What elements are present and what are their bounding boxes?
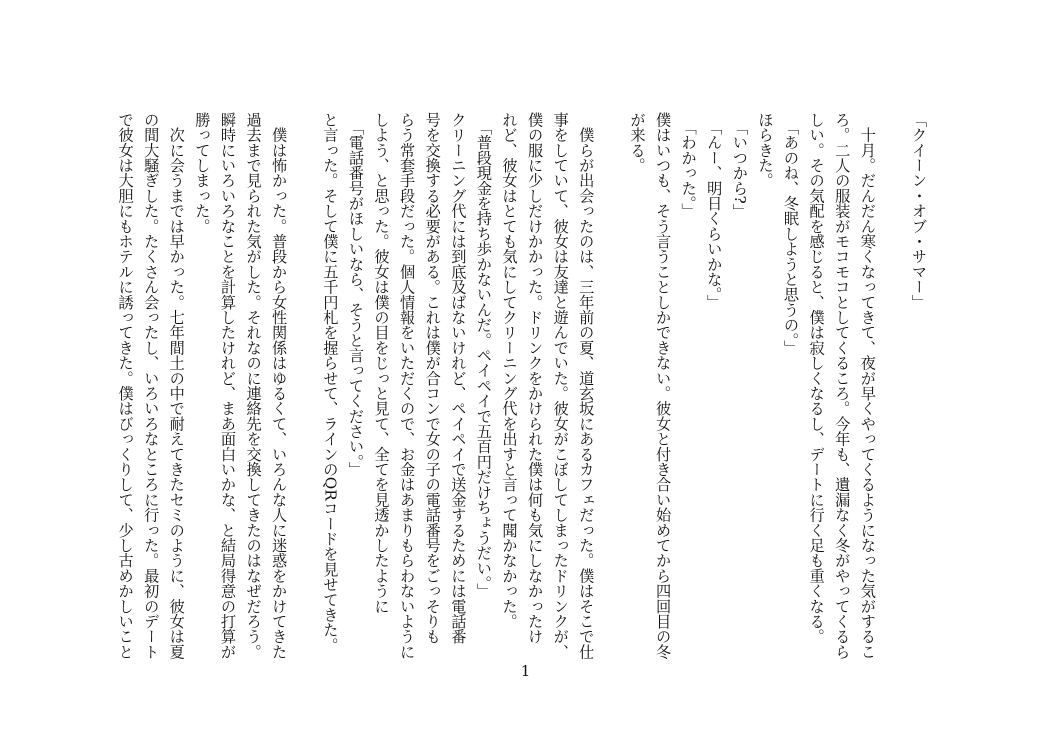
text-line: クリーニング代には到底及ばないけれど、ペイペイで送金するためには電話番 [449, 112, 468, 644]
text-line: 次に会うまでは早かった。七年間土の中で耐えてきたセミのように、彼女は夏 [167, 112, 186, 660]
text-line: 瞬時にいろいろなことを計算したけれど、まあ面白いかな、と結局得意の打算が [218, 112, 237, 660]
text-line: 僕の服に少しだけかかった。ドリンクをかけられた僕は何も気にしなかったけ [526, 112, 545, 644]
blank-line [598, 112, 624, 642]
text-line: 僕らが出会ったのは、三年前の夏、道玄坂にあるカフェだった。僕はそこで仕 [577, 112, 596, 660]
text-line: しい。その気配を感じると、僕は寂しくなるし、デートに行く足も重くなる。 [807, 112, 826, 644]
text-line: ほらきた。 [756, 112, 775, 188]
text-line: 「んー、明日くらいかな。」 [705, 112, 724, 310]
text-line: で彼女は大胆にもホテルに誘ってきた。僕はびっくりして、少し古めかしいこと [116, 112, 135, 660]
text-line: 事をしていて、彼女は友達と遊んでいた。彼女がこぼしてしまったドリンクが、 [551, 112, 570, 660]
text-line: が来る。 [628, 112, 647, 173]
text-line: らう常套手段だった。個人情報をいただくので、お金はあまりもらわないように [398, 112, 417, 660]
text-line: しよう、と思った。彼女は僕の目をじっと見て、全てを見透かしたように [372, 112, 391, 614]
text-line: 号を交換する必要がある。これは僕が合コンで女の子の電話番号をごっそりも [423, 112, 442, 644]
text-line: ろ。二人の服装がモコモコとしてくるころ。今年も、遺漏なく冬がやってくるら [833, 112, 852, 660]
text-line: 僕は怖かった。普段から女性関係はゆるくて、いろんな人に迷惑をかけてきた [270, 112, 289, 660]
page-number: 1 [520, 662, 531, 680]
text-line: の間大騒ぎした。たくさん会ったし、いろいろなところに行った。最初のデート [142, 112, 161, 660]
vertical-text-block [116, 112, 931, 660]
text-line: 「いつから?」 [730, 112, 749, 219]
story-title: 「クイーン・オブ・サマー」 [910, 112, 928, 310]
text-line: 「あのね、冬眠しようと思うの。」 [782, 112, 801, 356]
blank-line [880, 112, 906, 642]
text-line: 「電話番号がほしいなら、そうと言ってください。」 [346, 112, 365, 477]
text-line: 「わかった。」 [679, 112, 698, 219]
text-line: れど、彼女はとても気にしてクリーニング代を出すと言って聞かなかった。 [500, 112, 519, 629]
text-line: 十月。だんだん寒くなってきて、夜が早くやってくるようになった気がするこ [858, 112, 877, 660]
text-line: 「普段現金を持ち歩かないんだ。ペイペイで五百円だけちょうだい。」 [474, 112, 493, 599]
text-line: と言った。そして僕に五千円札を握らせて、ラインのQRコードを見せてきた。 [321, 112, 340, 653]
text-line: 勝ってしまった。 [193, 112, 212, 234]
text-line: 過去まで見られた気がした。それなのに連絡先を交換してきたのはなぜだろう。 [244, 112, 263, 660]
blank-line [291, 112, 317, 642]
text-line: 僕はいつも、そう言うことしかできない。彼女と付き合い始めてから四回目の冬 [654, 112, 673, 660]
